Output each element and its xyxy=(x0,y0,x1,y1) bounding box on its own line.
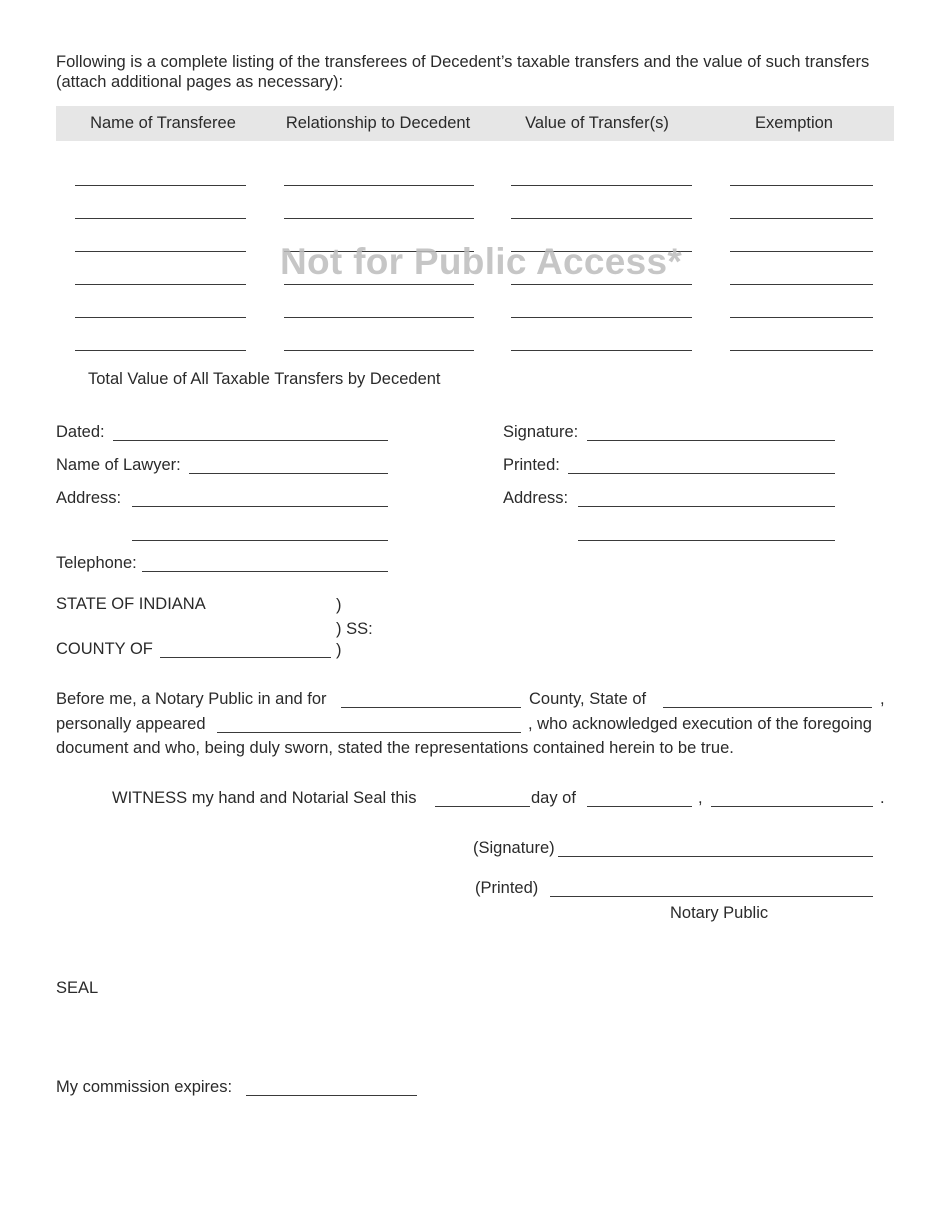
notary-line1-a: Before me, a Notary Public in and for xyxy=(56,690,327,708)
notary-signature-field[interactable] xyxy=(558,856,873,857)
relationship-field[interactable] xyxy=(284,317,474,318)
exemption-field[interactable] xyxy=(730,284,873,285)
intro-text: Following is a complete listing of the transferees of Decedent’s taxable transfers and the value of such transfers (attach additional pages as necessary): xyxy=(56,53,870,91)
venue-paren-1: ) xyxy=(336,596,342,614)
relationship-field[interactable] xyxy=(284,218,474,219)
dated-field[interactable] xyxy=(113,440,388,441)
transferee-name-field[interactable] xyxy=(75,350,246,351)
header-relationship: Relationship to Decedent xyxy=(285,114,471,132)
notary-state-field[interactable] xyxy=(663,707,872,708)
header-name-of-transferee: Name of Transferee xyxy=(90,114,236,132)
header-value-of-transfer: Value of Transfer(s) xyxy=(525,114,669,132)
notary-line2-b: , who acknowledged execution of the foregoing xyxy=(528,715,872,733)
commission-expires-field[interactable] xyxy=(246,1095,417,1096)
signer-address-field-1[interactable] xyxy=(578,506,835,507)
commission-expires-label: My commission expires: xyxy=(56,1078,233,1096)
lawyer-name-label: Name of Lawyer: xyxy=(56,456,181,474)
notary-line1-b: County, State of xyxy=(529,690,647,708)
relationship-field[interactable] xyxy=(284,284,474,285)
lawyer-name-field[interactable] xyxy=(189,473,388,474)
transfer-value-field[interactable] xyxy=(511,317,692,318)
notary-line1-c: , xyxy=(880,690,885,708)
witness-month-field[interactable] xyxy=(587,806,692,807)
witness-year-field[interactable] xyxy=(711,806,873,807)
transferee-name-field[interactable] xyxy=(75,317,246,318)
witness-day-of: day of xyxy=(531,789,576,807)
signature-field[interactable] xyxy=(587,440,835,441)
transfer-value-field[interactable] xyxy=(511,218,692,219)
notary-printed-field[interactable] xyxy=(550,896,873,897)
witness-comma: , xyxy=(698,789,703,807)
witness-period: . xyxy=(880,789,885,807)
lawyer-address-field-2[interactable] xyxy=(132,540,388,541)
notary-line3: document and who, being duly sworn, stated the representations contained herein to be true. xyxy=(56,739,734,757)
notary-line2-a: personally appeared xyxy=(56,715,206,733)
transferee-name-field[interactable] xyxy=(75,251,246,252)
signature-label: Signature: xyxy=(503,423,579,441)
relationship-field[interactable] xyxy=(284,350,474,351)
total-value-label: Total Value of All Taxable Transfers by Decedent xyxy=(88,370,441,388)
county-field[interactable] xyxy=(160,657,331,658)
telephone-field[interactable] xyxy=(142,571,388,572)
dated-label: Dated: xyxy=(56,423,105,441)
exemption-field[interactable] xyxy=(730,251,873,252)
table-header xyxy=(56,106,894,141)
transfer-value-field[interactable] xyxy=(511,350,692,351)
notary-printed-label: (Printed) xyxy=(475,879,539,897)
transferee-name-field[interactable] xyxy=(75,185,246,186)
exemption-field[interactable] xyxy=(730,317,873,318)
witness-day-field[interactable] xyxy=(435,806,530,807)
exemption-field[interactable] xyxy=(730,185,873,186)
notary-signature-label: (Signature) xyxy=(473,839,555,857)
venue-paren-3: ) xyxy=(336,641,342,659)
telephone-label: Telephone: xyxy=(56,554,137,572)
notary-county-field[interactable] xyxy=(341,707,521,708)
signer-address-field-2[interactable] xyxy=(578,540,835,541)
watermark: Not for Public Access* xyxy=(280,241,683,282)
transfer-value-field[interactable] xyxy=(511,284,692,285)
lawyer-address-field-1[interactable] xyxy=(132,506,388,507)
exemption-field[interactable] xyxy=(730,218,873,219)
header-exemption: Exemption xyxy=(755,114,833,132)
lawyer-address-label: Address: xyxy=(56,489,122,507)
printed-field[interactable] xyxy=(568,473,835,474)
appeared-name-field[interactable] xyxy=(217,732,521,733)
exemption-field[interactable] xyxy=(730,350,873,351)
notary-public-caption: Notary Public xyxy=(670,904,769,922)
signer-address-label: Address: xyxy=(503,489,569,507)
transferee-name-field[interactable] xyxy=(75,284,246,285)
venue-ss: ) SS: xyxy=(336,620,373,638)
witness-text: WITNESS my hand and Notarial Seal this xyxy=(112,789,417,807)
printed-label: Printed: xyxy=(503,456,560,474)
seal-label: SEAL xyxy=(56,979,99,997)
state-label: STATE OF INDIANA xyxy=(56,595,206,613)
county-label: COUNTY OF xyxy=(56,640,153,658)
relationship-field[interactable] xyxy=(284,185,474,186)
transferee-name-field[interactable] xyxy=(75,218,246,219)
transfer-value-field[interactable] xyxy=(511,185,692,186)
